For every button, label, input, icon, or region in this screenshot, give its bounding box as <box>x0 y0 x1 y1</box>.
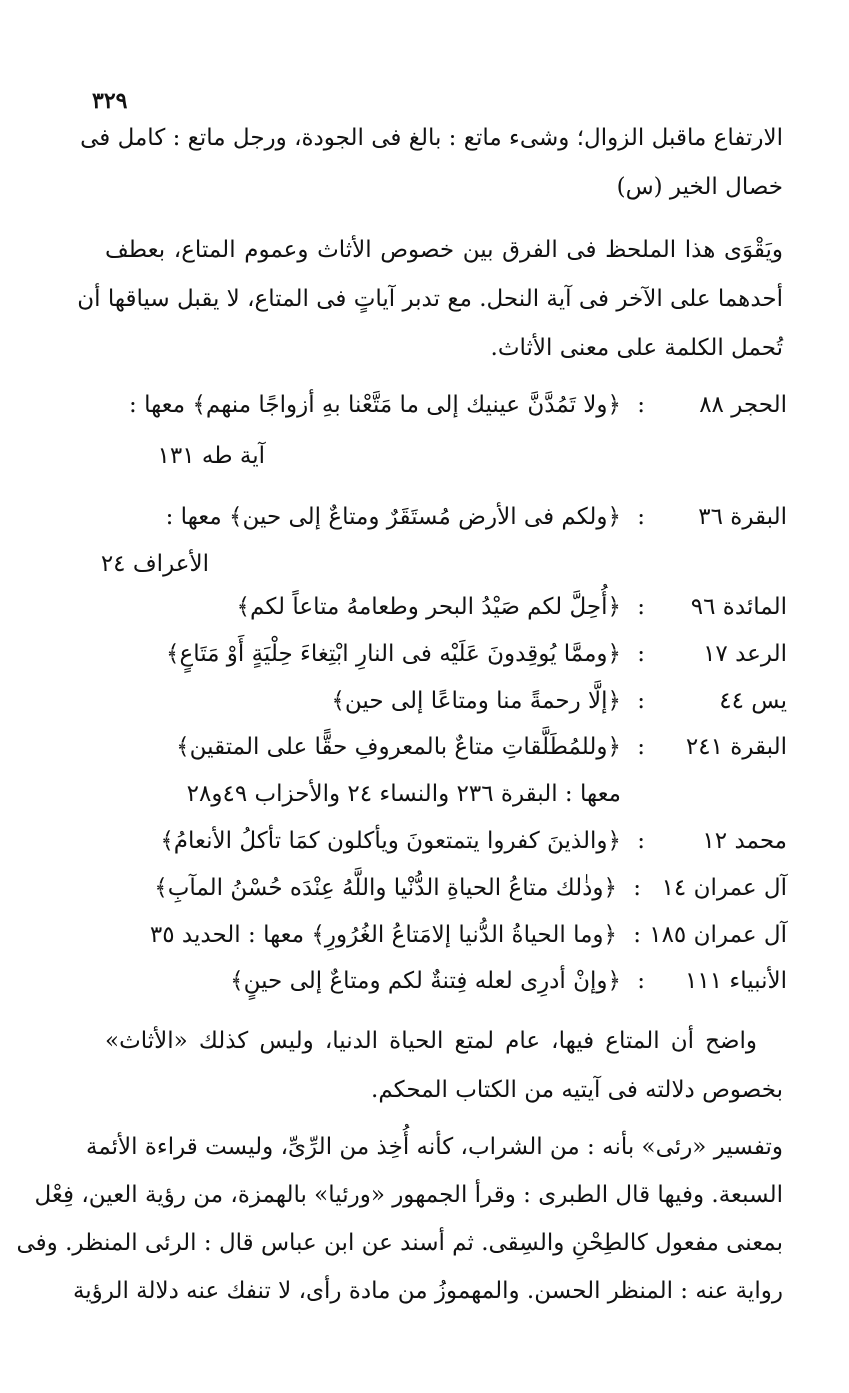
verse-reference: الرعد ١٧ <box>703 641 787 667</box>
paragraph-3-line-2: بخصوص دلالته فى آيتيه من الكتاب المحكم. <box>371 1077 783 1103</box>
verse-text: ﴿وإنْ أدرِى لعله فِتنةٌ لكم ومتاعٌ إلى حينٍ﴾ <box>230 968 621 994</box>
verse-text: ﴿ولكم فى الأرض مُستَقَرٌ ومتاعٌ إلى حين﴾ معها : <box>165 504 621 530</box>
verse-reference: محمد ١٢ <box>702 828 787 854</box>
paragraph-3-line-1: واضح أن المتاع فيها، عام لمتع الحياة الدنيا، وليس كذلك «الأثاث» <box>105 1028 757 1054</box>
verse-note: الأعراف ٢٤ <box>100 551 209 577</box>
verse-text: ﴿إلَّا رحمةً منا ومتاعًا إلى حين﴾ <box>331 688 621 714</box>
verse-colon: : <box>637 594 645 620</box>
verse-reference: آل عمران ١٤ <box>661 875 787 901</box>
verse-colon: : <box>637 734 645 760</box>
verse-text: ﴿ولا تَمُدَّنَّ عينيك إلى ما مَتَّعْنا بهِ أزواجًا منهم﴾ معها : <box>129 392 621 418</box>
verse-text: ﴿وما الحياةُ الدُّنيا إلامَتاعُ الغُرُورِ﴾ معها : الحديد ٣٥ <box>149 922 617 948</box>
verse-text: ﴿وذٰلك متاعُ الحياةِ الدُّنْيا واللَّهُ عِنْدَه حُسْنُ المآبِ﴾ <box>154 875 617 901</box>
verse-reference: البقرة ٣٦ <box>698 504 787 530</box>
paragraph-2-line-1: ويَقْوَى هذا الملحظ فى الفرق بين خصوص الأثاث وعموم المتاع، بعطف <box>105 237 783 263</box>
paragraph-2-line-3: تُحمل الكلمة على معنى الأثاث. <box>490 335 783 361</box>
verse-colon: : <box>633 875 641 901</box>
verse-reference: المائدة ٩٦ <box>690 594 787 620</box>
verse-colon: : <box>637 504 645 530</box>
verse-note: معها : البقرة ٢٣٦ والنساء ٢٤ والأحزاب ٤٩و٢٨ <box>186 781 621 807</box>
verse-colon: : <box>637 828 645 854</box>
verse-text: ﴿وللمُطَلَّقاتِ متاعٌ بالمعروفِ حقًّا على المتقين﴾ <box>176 734 621 760</box>
paragraph-1-line-1: الارتفاع ماقبل الزوال؛ وشىء ماتع : بالغ فى الجودة، ورجل ماتع : كامل فى <box>80 125 783 151</box>
verse-colon: : <box>637 392 645 418</box>
verse-reference: الحجر ٨٨ <box>699 392 787 418</box>
paragraph-4-line-2: السبعة. وفيها قال الطبرى : وقرأ الجمهور «ورئيا» بالهمزة، من رؤية العين، فِعْل <box>34 1182 783 1208</box>
verse-text: ﴿وممَّا يُوقِدونَ عَلَيْه فى النارِ ابْتِغاءَ حِلْيَةٍ أَوْ مَتَاعٍ﴾ <box>166 641 621 667</box>
verse-text: ﴿أُحِلَّ لكم صَيْدُ البحر وطعامهُ متاعاً لكم﴾ <box>236 594 621 620</box>
verse-colon: : <box>637 688 645 714</box>
paragraph-4-line-4: رواية عنه : المنظر الحسن. والمهموزُ من مادة رأى، لا تنفك عنه دلالة الرؤية <box>72 1278 783 1304</box>
paragraph-1-line-2: خصال الخير (س) <box>616 174 783 200</box>
paragraph-4-line-1: وتفسير «رئى» بأنه : من الشراب، كأنه أُخِذ من الرِّىِّ، وليست قراءة الأئمة <box>86 1134 783 1160</box>
verse-reference: يس ٤٤ <box>719 688 787 714</box>
verse-colon: : <box>633 922 641 948</box>
verse-colon: : <box>637 641 645 667</box>
verse-reference: البقرة ٢٤١ <box>685 734 787 760</box>
verse-reference: آل عمران ١٨٥ <box>649 922 787 948</box>
paragraph-2-line-2: أحدهما على الآخر فى آية النحل. مع تدبر آياتٍ فى المتاع، لا يقبل سياقها أن <box>77 286 783 312</box>
verse-colon: : <box>637 968 645 994</box>
verse-reference: الأنبياء ١١١ <box>685 968 787 994</box>
verse-note: آية طه ١٣١ <box>157 443 265 469</box>
paragraph-4-line-3: بمعنى مفعول كالطِحْنِ والسِقى. ثم أسند عن ابن عباس قال : الرئى المنظر. وفى <box>16 1230 783 1256</box>
verse-text: ﴿والذينَ كفروا يتمتعونَ ويأكلون كمَا تأكلُ الأنعامُ﴾ <box>160 828 621 854</box>
page-number: ٣٢٩ <box>92 88 128 114</box>
